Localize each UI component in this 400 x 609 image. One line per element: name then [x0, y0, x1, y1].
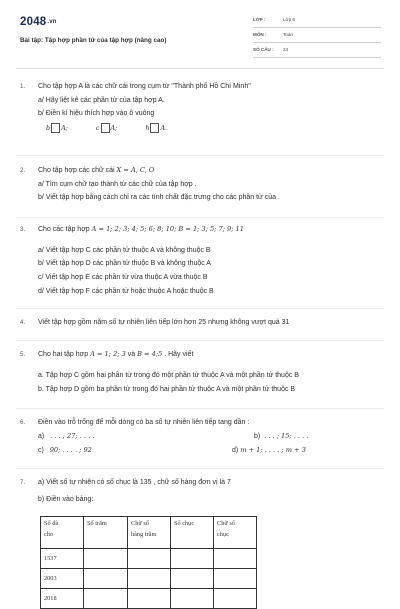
question-part-c: c/ Viết tập hợp E các phần tử vừa thuộc A vừa thuộc B: [38, 274, 208, 281]
answer-box[interactable]: [150, 123, 159, 133]
table-header-row: [41, 517, 257, 549]
answer-box[interactable]: [51, 123, 60, 133]
question-part-b: b. Tập hợp D gồm ba phần tử trong đó hai phần tử thuộc A và một phần tử thuộc B: [38, 386, 296, 393]
table-cell-number: 2018: [41, 589, 84, 609]
fill-item-b: b) . . . ; 15; . . . .: [254, 432, 309, 440]
question-5: [20, 350, 388, 398]
logo-suffix: .vn: [47, 18, 57, 25]
meta-subject-value: Toán: [283, 32, 293, 37]
question-part-b: b/ Viết tập hợp D các phần tử thuộc B và không thuộc A: [38, 260, 211, 267]
site-logo[interactable]: [20, 16, 57, 28]
question-number: 4.: [20, 319, 26, 326]
header-divider: [16, 68, 384, 69]
question-number: 7.: [20, 479, 26, 486]
table-row: [41, 549, 257, 569]
box-prefix: h: [145, 124, 150, 132]
question-divider: [16, 408, 384, 409]
table-header-cell: Số chục: [171, 517, 214, 549]
question-number: 6.: [20, 419, 26, 426]
meta-class: [253, 14, 381, 28]
table-cell-blank[interactable]: [171, 549, 214, 569]
question-part-a: a) Viết số tự nhiên có số chục là 135 , chữ số hàng đơn vị là 7: [38, 479, 231, 486]
question-part-a: a/ Viết tập hợp C các phần tử thuộc A và không thuộc B: [38, 247, 211, 254]
question-part-d: d/ Viết tập hợp F các phần tử hoặc thuộc A hoặc thuộc B: [38, 288, 214, 295]
question-number: 1.: [20, 83, 26, 90]
meta-count-label: SỐ CÂU :: [253, 47, 274, 52]
table-cell-blank[interactable]: [214, 549, 257, 569]
question-divider: [16, 155, 384, 156]
question-divider: [16, 308, 384, 309]
question-part-b: b/ Điền kí hiệu thích hợp vào ô vuông: [38, 110, 155, 117]
math-expression: A = 1; 2; 3: [90, 350, 126, 358]
question-number: 5.: [20, 351, 26, 358]
table-cell-blank[interactable]: [128, 569, 171, 589]
digits-table: [40, 516, 257, 609]
question-6: [20, 418, 388, 458]
question-number: 3.: [20, 226, 26, 233]
question-2: [20, 166, 388, 206]
fill-in-row: [46, 123, 193, 133]
question-3: [20, 225, 388, 300]
box-suffix: A;: [61, 124, 68, 132]
question-4: [20, 318, 388, 330]
question-stem: Điền vào trỗ trống để mỗi dòng có ba số tự nhiên liên tiếp tang dần :: [38, 419, 250, 426]
table-header-cell: Số đã cho: [41, 517, 84, 549]
table-cell-blank[interactable]: [128, 549, 171, 569]
question-stem: Cho hai tập hợp A = 1; 2; 3 và B = 4;5 . Hãy viết: [38, 350, 194, 358]
question-stem: Cho các tập hợp A = 1; 2; 3; 4; 5; 6; 8; 10; B = 1; 3; 5; 7; 9; 11: [38, 225, 244, 233]
fill-item-a: a) . . . ; 27; . . . .: [38, 432, 95, 440]
fill-item-d: d) m + 1; . . . . ; m + 3: [232, 446, 306, 454]
box-suffix: A;: [110, 124, 118, 132]
math-expression: B = 4;5: [137, 350, 163, 358]
question-stem: Cho tập hợp các chữ cái X = A, C, O: [38, 166, 155, 174]
question-7: [20, 478, 388, 508]
fill-item-c: c) 90; . . . . ; 92: [38, 446, 92, 454]
meta-subject-label: MÔN :: [253, 32, 267, 37]
question-1: [20, 82, 388, 142]
box-prefix: b: [46, 124, 51, 132]
table-cell-number: 1537: [41, 549, 84, 569]
logo-text: 2048: [20, 16, 47, 28]
box-suffix: A.: [160, 124, 168, 132]
table-cell-blank[interactable]: [171, 569, 214, 589]
math-expression: X = A, C, O: [116, 166, 155, 174]
table-header-cell: Số trăm: [84, 517, 128, 549]
meta-subject: [253, 29, 381, 43]
table-header-cell: Chữ số chục: [214, 517, 257, 549]
table-cell-blank[interactable]: [171, 589, 214, 609]
table-cell-blank[interactable]: [214, 569, 257, 589]
table-cell-blank[interactable]: [84, 589, 128, 609]
answer-box[interactable]: [101, 123, 110, 133]
question-part-a: a/ Hãy liệt kê các phần tử của tập hợp A.: [38, 97, 165, 104]
meta-count-value: 24: [283, 47, 289, 52]
question-divider: [16, 217, 384, 218]
question-stem: Viết tập hợp gồm năm số tự nhiên liên tiếp lớn hơn 25 nhưng không vượt quá 31: [38, 319, 290, 326]
table-cell-number: 2003: [41, 569, 84, 589]
question-part-a: a/ Tìm cụm chữ tạo thành từ các chữ của tập hợp .: [38, 181, 197, 188]
meta-count: [253, 44, 381, 58]
table-row: [41, 569, 257, 589]
question-part-b: b/ Viết tập hợp bằng cách chỉ ra các tính chất đặc trưng cho các phần tử của .: [38, 194, 280, 201]
question-divider: [16, 340, 384, 341]
question-number: 2.: [20, 167, 26, 174]
page-title: Bài tập: Tập hợp phần tử của tập hợp (nâng cao): [20, 37, 167, 44]
meta-class-value: Lớp 6: [283, 17, 295, 22]
table-header-cell: Chữ số hàng trăm: [128, 517, 171, 549]
box-prefix: c: [95, 124, 100, 132]
table-cell-blank[interactable]: [84, 569, 128, 589]
table-cell-blank[interactable]: [84, 549, 128, 569]
question-part-a: a. Tập hợp C gồm hai phần tử trong đó một phần tử thuộc A và một phần tử thuộc B: [38, 372, 299, 379]
question-stem: Cho tập hợp A là các chữ cái trong cụm từ "Thành phố Hồ Chí Minh": [38, 83, 251, 90]
question-divider: [16, 468, 384, 469]
table-cell-blank[interactable]: [214, 589, 257, 609]
table-row: [41, 589, 257, 609]
math-expression: A = 1; 2; 3; 4; 5; 6; 8; 10; B = 1; 3; 5; 7; 9; 11: [91, 225, 244, 233]
meta-class-label: LỚP :: [253, 17, 266, 22]
table-cell-blank[interactable]: [128, 589, 171, 609]
question-part-b: b) Điền vào bảng:: [38, 496, 94, 503]
